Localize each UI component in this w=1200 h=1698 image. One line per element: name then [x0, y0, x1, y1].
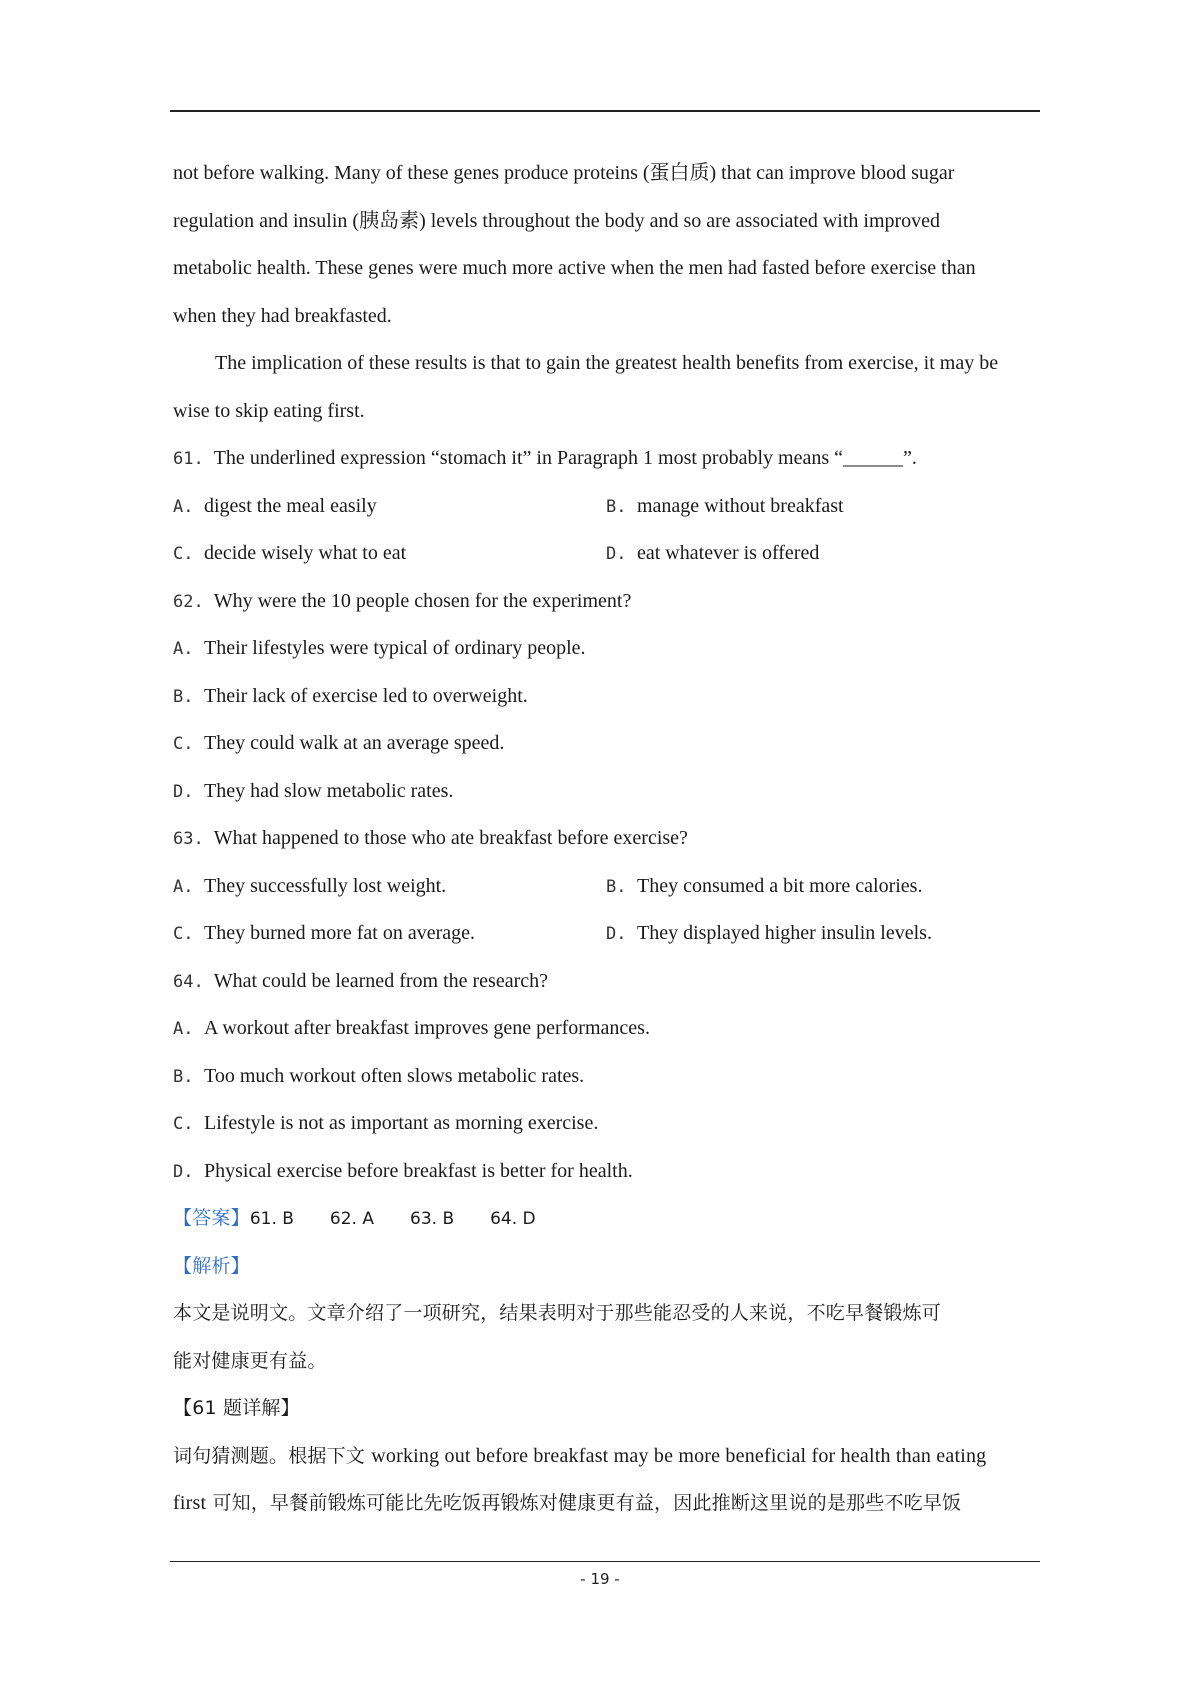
header-rule	[170, 110, 1040, 112]
answer-item: 61. B	[249, 1209, 294, 1229]
option-text: manage without breakfast	[637, 494, 844, 517]
passage-line: wise to skip eating first.	[173, 399, 365, 422]
passage-line: metabolic health. These genes were much more active when the men had fasted before exercise than	[173, 257, 976, 279]
question-64	[173, 958, 1039, 1196]
question-number: 61.	[173, 449, 204, 469]
question-text: Why were the 10 people chosen for the experiment?	[213, 589, 632, 612]
option-label: D.	[606, 924, 627, 944]
passage-line: The implication of these results is that to gain the greatest health benefits from exercise, it may be	[215, 352, 999, 374]
option-a	[173, 625, 1039, 673]
answer-item: 63. B	[410, 1209, 455, 1229]
passage-final-paragraph	[173, 340, 1039, 435]
option-label: B.	[173, 686, 194, 707]
option-d	[606, 910, 1039, 958]
option-b	[173, 673, 1039, 721]
option-d	[173, 1148, 1039, 1196]
option-label: C.	[173, 734, 194, 754]
detail-61-tag: 【61 题详解】	[173, 1397, 300, 1419]
option-text: Physical exercise before breakfast is better for health.	[204, 1159, 633, 1182]
answer-line	[173, 1195, 1039, 1243]
option-text: Too much workout often slows metabolic rates.	[204, 1064, 585, 1087]
passage-line: regulation and insulin (胰岛素) levels throughout the body and so are associated with improved	[173, 209, 941, 232]
detail-quote: working out before breakfast may be more beneficial for health than eating	[371, 1444, 987, 1467]
option-text: A workout after breakfast improves gene performances.	[204, 1017, 650, 1039]
option-text: They displayed higher insulin levels.	[637, 922, 932, 944]
option-label: A.	[173, 496, 194, 517]
question-number: 63.	[173, 829, 204, 849]
question-stem	[173, 578, 1039, 626]
option-label: B.	[606, 496, 627, 517]
option-text: digest the meal easily	[204, 494, 377, 517]
option-d	[606, 530, 1039, 578]
option-label: C.	[173, 1114, 194, 1134]
option-row	[173, 910, 1039, 958]
detail-61-line	[173, 1480, 1039, 1528]
question-stem	[173, 958, 1039, 1006]
option-label: A.	[173, 639, 194, 659]
question-63	[173, 815, 1039, 958]
option-text: They successfully lost weight.	[204, 874, 447, 897]
option-row	[173, 530, 1039, 578]
option-row	[173, 483, 1039, 531]
page-number: - 19 -	[580, 1570, 620, 1588]
question-text: What could be learned from the research?	[213, 969, 548, 992]
option-label: A.	[173, 1019, 194, 1039]
footer-rule	[170, 1561, 1040, 1562]
answer-item: 62. A	[329, 1209, 374, 1229]
question-stem	[173, 815, 1039, 863]
page-content	[173, 150, 1039, 1528]
option-label: D.	[606, 544, 627, 564]
option-b	[606, 483, 1039, 531]
detail-quote: first	[173, 1492, 207, 1514]
option-text: They burned more fat on average.	[204, 922, 475, 944]
option-text: They had slow metabolic rates.	[204, 779, 454, 802]
question-62	[173, 578, 1039, 816]
question-61	[173, 435, 1039, 578]
option-label: C.	[173, 924, 194, 944]
option-label: C.	[173, 544, 194, 564]
option-text: They consumed a bit more calories.	[637, 874, 923, 897]
question-text: What happened to those who ate breakfast before exercise?	[213, 827, 688, 849]
answer-item: 64. D	[490, 1209, 536, 1229]
option-b	[606, 863, 1039, 911]
option-b	[173, 1053, 1039, 1101]
option-text: decide wisely what to eat	[204, 542, 407, 564]
analysis-line: 能对健康更有益。	[173, 1349, 327, 1372]
option-text: Lifestyle is not as important as morning exercise.	[204, 1112, 599, 1134]
passage-paragraph	[173, 150, 1039, 340]
passage-line: when they had breakfasted.	[173, 304, 392, 327]
passage-line: not before walking. Many of these genes produce proteins (蛋白质) that can improve blood sugar	[173, 162, 955, 184]
option-text: Their lifestyles were typical of ordinary people.	[204, 637, 586, 659]
option-label: B.	[606, 876, 627, 897]
question-text: The underlined expression “stomach it” in Paragraph 1 most probably means “______”.	[213, 447, 917, 469]
option-c	[173, 1100, 1039, 1148]
option-c	[173, 910, 606, 958]
answer-tag: 【答案】	[173, 1207, 250, 1229]
option-text: They could walk at an average speed.	[204, 732, 505, 754]
question-number: 62.	[173, 591, 204, 612]
option-c	[173, 530, 606, 578]
option-label: A.	[173, 876, 194, 897]
question-stem	[173, 435, 1039, 483]
option-label: D.	[173, 1161, 194, 1182]
detail-61-line	[173, 1433, 1039, 1481]
option-a	[173, 863, 606, 911]
detail-text: 词句猜测题。根据下文	[173, 1444, 372, 1467]
analysis-line: 本文是说明文。文章介绍了一项研究，结果表明对于那些能忍受的人来说，不吃早餐锻炼可	[173, 1302, 942, 1324]
analysis-tag: 【解析】	[173, 1254, 250, 1277]
option-row	[173, 863, 1039, 911]
option-label: B.	[173, 1066, 194, 1087]
option-c	[173, 720, 1039, 768]
option-d	[173, 768, 1039, 816]
option-a	[173, 483, 606, 531]
detail-text: 可知，早餐前锻炼可能比先吃饭再锻炼对健康更有益，因此推断这里说的是那些不吃早饭	[206, 1492, 962, 1514]
question-number: 64.	[173, 971, 204, 992]
option-text: eat whatever is offered	[637, 542, 820, 564]
option-text: Their lack of exercise led to overweight.	[204, 684, 528, 707]
option-label: D.	[173, 781, 194, 802]
option-a	[173, 1005, 1039, 1053]
